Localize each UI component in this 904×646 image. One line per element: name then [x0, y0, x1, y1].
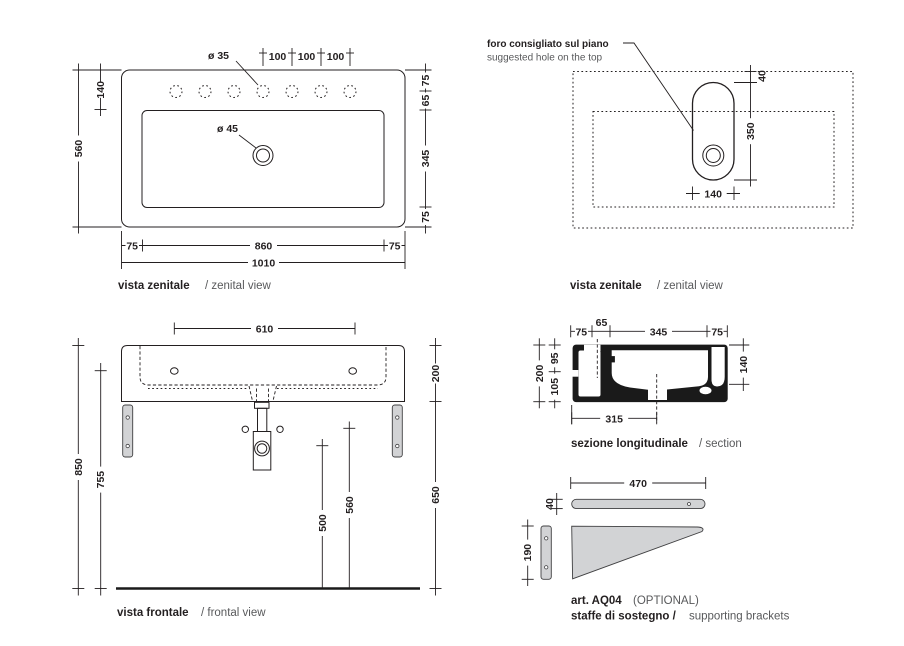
fixing-hole-left	[171, 368, 179, 374]
dim-depth-total: 560	[73, 139, 85, 158]
view-zenital-left	[73, 48, 433, 292]
view-brackets	[522, 477, 790, 623]
view-zenital-right	[487, 39, 853, 292]
dim-inlet-height: 560	[343, 496, 356, 514]
bracket-arm-top	[572, 499, 705, 508]
title-bold: vista frontale	[117, 607, 189, 619]
dim-left-200: 200	[533, 364, 546, 383]
dim-holes-span: 610	[255, 323, 274, 336]
callout-suggested-hole	[487, 39, 609, 64]
bracket-gusset	[572, 526, 703, 579]
view-title-zenital-left	[118, 280, 272, 292]
dim-bowl-depth: 140	[737, 355, 750, 374]
view-frontal	[72, 323, 442, 620]
title-bold: vista zenitale	[118, 280, 190, 292]
article-code: art. AQ04	[571, 595, 622, 607]
dim-right-345: 345	[420, 149, 432, 168]
dim-bottom-75a: 75	[126, 240, 139, 253]
dim-right-65: 65	[420, 94, 432, 107]
dim-bracket-height: 190	[522, 543, 535, 562]
inlet-right	[277, 426, 283, 432]
dim-right-75a: 75	[420, 74, 432, 87]
title-bold: sezione longitudinale	[571, 438, 688, 450]
dim-clearance-height: 650	[430, 486, 442, 504]
drain-trap	[242, 402, 283, 470]
dim-drain-height: 500	[316, 514, 329, 532]
basin-front-outline	[122, 346, 405, 402]
dim-bracket-length: 470	[629, 478, 647, 490]
dim-left-105: 105	[549, 377, 562, 396]
title-regular: / zenital view	[657, 280, 723, 292]
bracket-top-view	[572, 499, 705, 508]
callout-regular: suggested hole on the top	[487, 52, 603, 64]
dim-hole-spacing-2: 100	[297, 51, 316, 63]
bracket-wall-plate	[541, 526, 551, 579]
dim-top-65: 65	[595, 317, 608, 329]
view-title-zenital-right	[570, 280, 724, 292]
dim-hole-diameter: ø 35	[208, 50, 230, 62]
caption-regular: supporting brackets	[689, 610, 790, 623]
view-section	[533, 317, 750, 450]
dim-width-total: 1010	[251, 257, 276, 270]
dim-top-75b: 75	[711, 326, 724, 339]
zenital-dimension-labels	[73, 50, 432, 269]
dim-drain-diameter: ø 45	[217, 123, 239, 135]
dim-bottom-860: 860	[254, 240, 273, 253]
callout-bold: foro consigliato sul piano	[487, 39, 609, 50]
bracket-side-view	[541, 526, 703, 579]
basin-top-outline	[122, 61, 406, 227]
dim-drain-offset: 315	[605, 413, 623, 426]
dim-top-75a: 75	[575, 326, 588, 339]
dim-basin-height: 200	[430, 364, 442, 383]
dim-slot-width: 140	[704, 188, 722, 201]
bracket-caption	[571, 595, 790, 623]
suggested-hole-slot	[693, 83, 735, 181]
dim-slot-height: 350	[745, 122, 757, 140]
dim-deck-depth: 140	[95, 81, 107, 99]
inlet-left	[242, 426, 248, 432]
title-regular: / section	[699, 438, 742, 450]
dim-top-345: 345	[649, 326, 668, 339]
dim-total-height: 850	[72, 458, 85, 476]
zenital-dimension-lines	[73, 48, 432, 269]
title-regular: / zenital view	[205, 280, 271, 292]
dim-holes-height: 755	[95, 470, 108, 489]
view-title-section	[571, 438, 742, 450]
fixing-hole-section	[572, 370, 578, 377]
dim-slot-top-offset: 40	[756, 70, 769, 82]
dim-bracket-thickness: 40	[544, 498, 556, 510]
bracket-right	[392, 405, 402, 457]
bracket-left	[123, 405, 133, 457]
dim-left-95: 95	[549, 352, 562, 365]
title-regular: / frontal view	[201, 607, 266, 619]
caption-bold: staffe di sostegno /	[571, 610, 676, 623]
dim-right-75b: 75	[420, 211, 432, 223]
dim-hole-spacing-3: 100	[326, 51, 345, 63]
section-profile	[572, 339, 727, 426]
view-title-frontal	[117, 607, 266, 619]
dim-hole-spacing-1: 100	[268, 51, 287, 63]
dim-bottom-75b: 75	[388, 240, 401, 253]
article-optional: (OPTIONAL)	[633, 595, 699, 607]
fixing-hole-right	[349, 368, 357, 374]
title-bold: vista zenitale	[570, 280, 642, 292]
